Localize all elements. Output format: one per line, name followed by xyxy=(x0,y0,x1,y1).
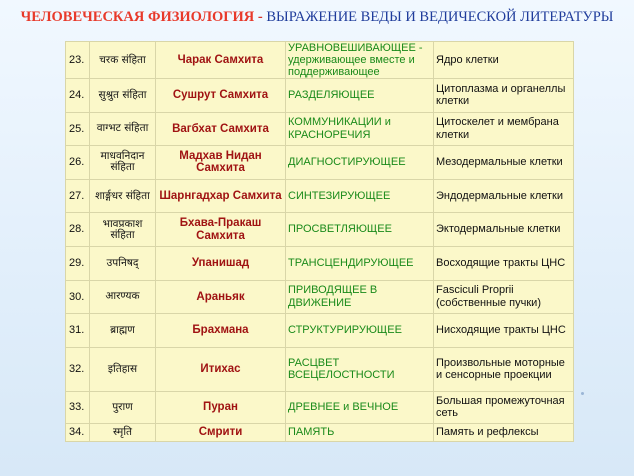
table-row xyxy=(66,179,574,213)
table-row xyxy=(66,314,574,348)
devanagari-name: सुश्रुत संहिता xyxy=(90,79,156,113)
text-name: Чарак Самхита xyxy=(156,42,286,79)
title-separator: - xyxy=(254,9,267,25)
quality: ДИАГНОСТИРУЮЩЕЕ xyxy=(286,146,434,180)
row-number: 31. xyxy=(66,314,90,348)
table-row xyxy=(66,280,574,314)
text-name: Итихас xyxy=(156,347,286,391)
quality: СИНТЕЗИРУЮЩЕЕ xyxy=(286,179,434,213)
text-name: Бхава-Пракаш Самхита xyxy=(156,213,286,247)
devanagari-name: भावप्रकाश संहिता xyxy=(90,213,156,247)
table-row xyxy=(66,423,574,441)
devanagari-name: ब्राह्मण xyxy=(90,314,156,348)
quality: ДРЕВНЕЕ и ВЕЧНОЕ xyxy=(286,391,434,423)
text-name: Мадхав Нидан Самхита xyxy=(156,146,286,180)
quality: РАЗДЕЛЯЮЩЕЕ xyxy=(286,79,434,113)
text-name: Вагбхат Самхита xyxy=(156,112,286,146)
table-row xyxy=(66,347,574,391)
table-row xyxy=(66,42,574,79)
quality: ПРИВОДЯЩЕЕ В ДВИЖЕНИЕ xyxy=(286,280,434,314)
row-number: 29. xyxy=(66,246,90,280)
quality: КОММУНИКАЦИИ и КРАСНОРЕЧИЯ xyxy=(286,112,434,146)
physiology: Нисходящие тракты ЦНС xyxy=(434,314,574,348)
quality: ТРАНСЦЕНДИРУЮЩЕЕ xyxy=(286,246,434,280)
row-number: 32. xyxy=(66,347,90,391)
table-row xyxy=(66,391,574,423)
row-number: 28. xyxy=(66,213,90,247)
devanagari-name: उपनिषद् xyxy=(90,246,156,280)
devanagari-name: आरण्यक xyxy=(90,280,156,314)
row-number: 34. xyxy=(66,423,90,441)
row-number: 30. xyxy=(66,280,90,314)
text-name: Пуран xyxy=(156,391,286,423)
physiology: Ядро клетки xyxy=(434,42,574,79)
decorative-dot xyxy=(581,392,584,395)
title-part-2: ВЫРАЖЕНИЕ ВЕДЫ И ВЕДИЧЕСКОЙ ЛИТЕРАТУРЫ xyxy=(266,9,614,25)
page-title xyxy=(0,9,634,26)
row-number: 23. xyxy=(66,42,90,79)
title-part-1: ЧЕЛОВЕЧЕСКАЯ ФИЗИОЛОГИЯ xyxy=(20,9,255,25)
devanagari-name: शार्ङ्गधर संहिता xyxy=(90,179,156,213)
quality: ПРОСВЕТЛЯЮЩЕЕ xyxy=(286,213,434,247)
physiology: Цитоплазма и органеллы клетки xyxy=(434,79,574,113)
row-number: 26. xyxy=(66,146,90,180)
text-name: Шарнгадхар Самхита xyxy=(156,179,286,213)
physiology: Восходящие тракты ЦНС xyxy=(434,246,574,280)
quality: УРАВНОВЕШИВАЮЩЕЕ - удерживающее вместе и поддерживающее xyxy=(286,42,434,79)
text-name: Сушрут Самхита xyxy=(156,79,286,113)
quality: СТРУКТУРИРУЮЩЕЕ xyxy=(286,314,434,348)
devanagari-name: इतिहास xyxy=(90,347,156,391)
table-row xyxy=(66,112,574,146)
devanagari-name: वाग्भट संहिता xyxy=(90,112,156,146)
physiology: Fasciculi Proprii (собственные пучки) xyxy=(434,280,574,314)
row-number: 25. xyxy=(66,112,90,146)
physiology: Эндодермальные клетки xyxy=(434,179,574,213)
vedic-physiology-table xyxy=(65,41,574,442)
text-name: Араньяк xyxy=(156,280,286,314)
physiology: Большая промежуточная сеть xyxy=(434,391,574,423)
table-row xyxy=(66,213,574,247)
text-name: Брахмана xyxy=(156,314,286,348)
physiology: Цитоскелет и мембрана клетки xyxy=(434,112,574,146)
row-number: 27. xyxy=(66,179,90,213)
quality: ПАМЯТЬ xyxy=(286,423,434,441)
table-row xyxy=(66,246,574,280)
physiology: Произвольные моторные и сенсорные проекции xyxy=(434,347,574,391)
devanagari-name: स्मृति xyxy=(90,423,156,441)
devanagari-name: चरक संहिता xyxy=(90,42,156,79)
physiology: Эктодермальные клетки xyxy=(434,213,574,247)
devanagari-name: पुराण xyxy=(90,391,156,423)
physiology: Память и рефлексы xyxy=(434,423,574,441)
table-row xyxy=(66,146,574,180)
row-number: 33. xyxy=(66,391,90,423)
row-number: 24. xyxy=(66,79,90,113)
text-name: Упанишад xyxy=(156,246,286,280)
physiology: Мезодермальные клетки xyxy=(434,146,574,180)
quality: РАСЦВЕТ ВСЕЦЕЛОСТНОСТИ xyxy=(286,347,434,391)
text-name: Смрити xyxy=(156,423,286,441)
table-row xyxy=(66,79,574,113)
devanagari-name: माधवनिदान संहिता xyxy=(90,146,156,180)
